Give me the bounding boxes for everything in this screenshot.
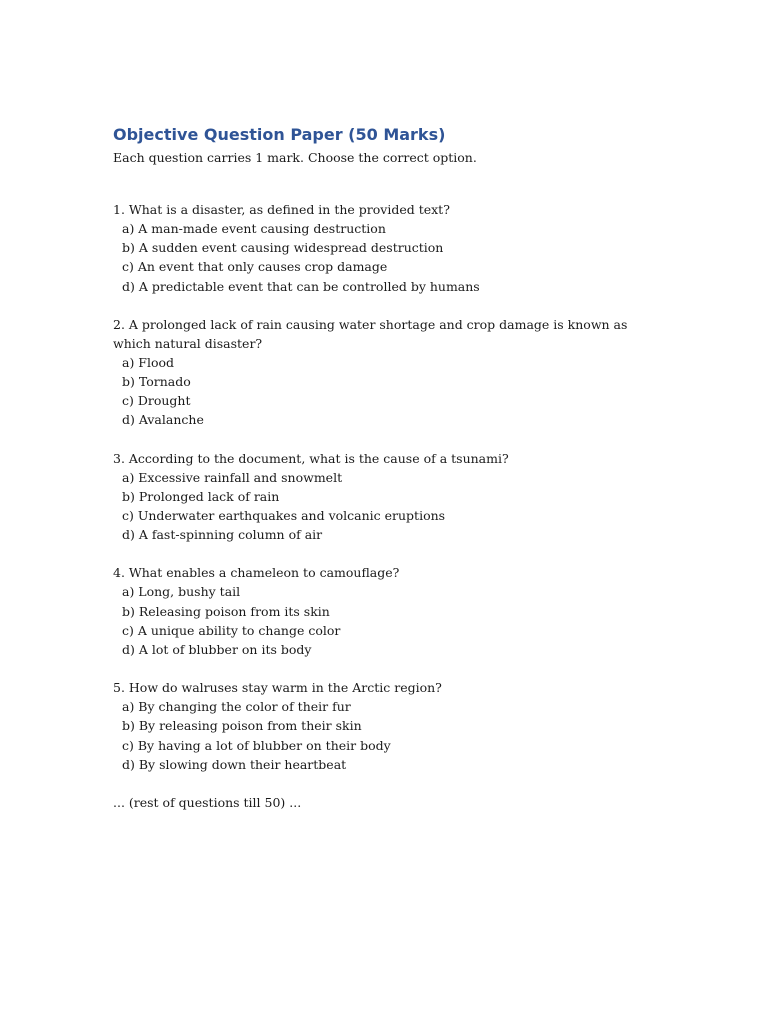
option-d: d) A lot of blubber on its body	[122, 642, 312, 658]
option-b: b) Prolonged lack of rain	[122, 488, 280, 504]
question-text: 3. According to the document, what is the cause of a tsunami?	[113, 450, 509, 466]
question-text: 1. What is a disaster, as defined in the provided text?	[113, 202, 450, 217]
option-a: a) By changing the color of their fur	[122, 699, 351, 715]
question-4	[113, 563, 643, 659]
option-a: a) A man-made event causing destruction	[122, 221, 386, 236]
option-d: d) Avalanche	[122, 412, 204, 428]
option-d: d) By slowing down their heartbeat	[122, 756, 347, 772]
question-3	[113, 449, 643, 545]
option-a: a) Flood	[122, 354, 175, 370]
option-c: c) Underwater earthquakes and volcanic eruptions	[122, 508, 446, 524]
page-title: Objective Question Paper (50 Marks)	[113, 125, 446, 144]
option-a: a) Excessive rainfall and snowmelt	[122, 469, 343, 485]
option-b: b) Releasing poison from its skin	[122, 603, 330, 619]
option-b: b) By releasing poison from their skin	[122, 718, 362, 734]
document-content	[113, 124, 643, 812]
option-c: c) By having a lot of blubber on their body	[122, 737, 391, 753]
instructions-text: Each question carries 1 mark. Choose the correct option.	[113, 150, 477, 165]
question-1	[113, 200, 643, 296]
question-text: 5. How do walruses stay warm in the Arctic region?	[113, 680, 442, 696]
question-2	[113, 315, 643, 430]
option-a: a) Long, bushy tail	[122, 584, 241, 600]
option-c: c) Drought	[122, 393, 191, 409]
option-d: d) A fast-spinning column of air	[122, 527, 323, 543]
question-text: 2. A prolonged lack of rain causing water shortage and crop damage is known as which natural disaster?	[113, 316, 628, 351]
option-b: b) A sudden event causing widespread destruction	[122, 240, 444, 256]
closing-note: ... (rest of questions till 50) ...	[113, 795, 302, 811]
option-d: d) A predictable event that can be controlled by humans	[122, 278, 480, 294]
question-5	[113, 678, 643, 774]
option-c: c) A unique ability to change color	[122, 622, 341, 638]
question-list	[113, 200, 643, 774]
question-text: 4. What enables a chameleon to camouflage?	[113, 565, 400, 581]
option-c: c) An event that only causes crop damage	[122, 259, 388, 275]
option-b: b) Tornado	[122, 374, 191, 390]
